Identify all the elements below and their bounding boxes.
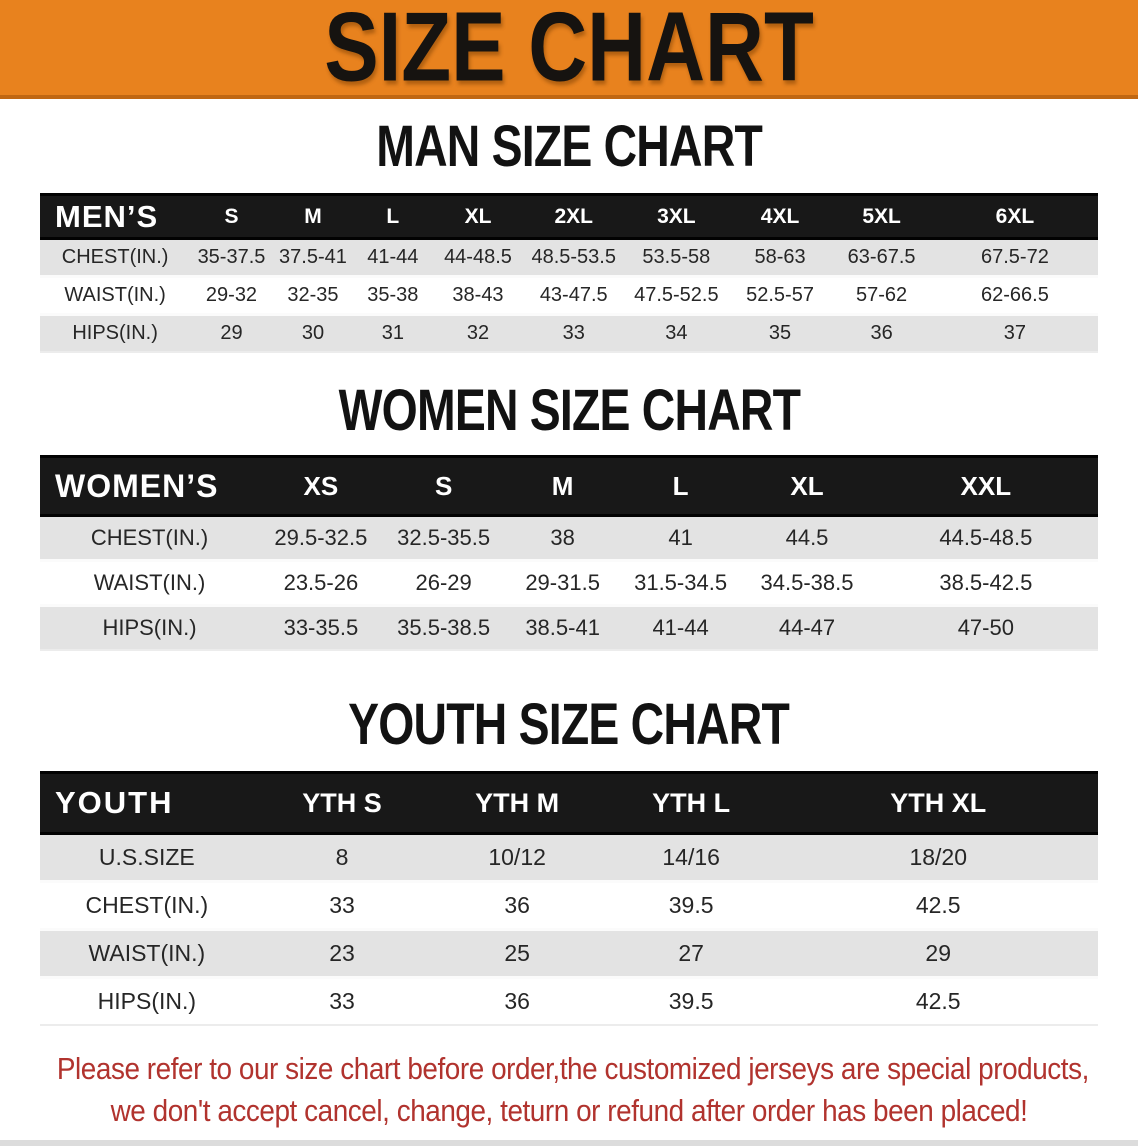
men-table-header-row (40, 195, 1098, 239)
cell: 29 (925, 940, 952, 966)
youth-chest-row (40, 882, 1098, 930)
cell: 29-32 (205, 284, 258, 306)
youth-hips-row (40, 978, 1098, 1026)
cell: 25 (504, 940, 530, 966)
cell: 42.5 (915, 988, 961, 1014)
women-size-table (40, 455, 1098, 651)
cell: 44-47 (778, 615, 836, 640)
row-label: WAIST(IN.) (64, 284, 166, 306)
cell: 43-47.5 (539, 284, 608, 306)
cell: 31.5-34.5 (634, 570, 728, 595)
cell: 38 (550, 525, 575, 550)
women-section-heading-text: WOMEN SIZE CHART (338, 378, 800, 443)
cell: 26-29 (415, 570, 472, 595)
row-label: CHEST(IN.) (90, 525, 209, 550)
cell: 10/12 (488, 844, 546, 870)
women-size-col-s: S (383, 457, 505, 516)
cell: 29-31.5 (525, 570, 600, 595)
cell: 36 (504, 892, 530, 918)
women-chest-row (40, 516, 1098, 561)
cell: 37.5-41 (279, 246, 347, 268)
cell: 35-37.5 (197, 246, 266, 268)
men-size-col-5xl: 5XL (831, 195, 932, 239)
cell: 8 (335, 844, 349, 870)
page-title: SIZE CHART (324, 0, 814, 102)
women-size-col-m: M (504, 457, 620, 516)
cell: 38.5-41 (525, 615, 600, 640)
cell: 39.5 (668, 892, 714, 918)
cell: 48.5-53.5 (531, 246, 616, 268)
men-size-col-l: L (353, 195, 432, 239)
youth-section-heading (0, 692, 1138, 757)
cell: 34.5-38.5 (760, 570, 854, 595)
cell: 32.5-35.5 (397, 525, 491, 550)
cell: 41-44 (367, 246, 419, 268)
youth-size-col-m: YTH M (430, 773, 604, 834)
youth-size-col-l: YTH L (604, 773, 779, 834)
banner (0, 0, 1138, 102)
youth-waist-row (40, 930, 1098, 978)
cell: 37 (1003, 322, 1027, 344)
cell: 47.5-52.5 (634, 284, 719, 306)
cell: 27 (678, 940, 704, 966)
disclaimer-line-2: we don't accept cancel, change, teturn or refund after order has been placed! (110, 1093, 1028, 1128)
cell: 32 (466, 322, 490, 344)
cell: 14/16 (662, 844, 720, 870)
cell: 42.5 (915, 892, 961, 918)
row-label: CHEST(IN.) (61, 246, 169, 268)
cell: 36 (870, 322, 893, 344)
youth-size-col-s: YTH S (254, 773, 431, 834)
cell: 63-67.5 (847, 246, 916, 268)
cell: 34 (665, 322, 688, 344)
cell: 32-35 (287, 284, 339, 306)
cell: 23.5-26 (283, 570, 359, 595)
men-size-col-xl: XL (433, 195, 524, 239)
men-size-col-s: S (190, 195, 273, 239)
men-size-table (40, 193, 1098, 353)
row-label: HIPS(IN.) (97, 988, 197, 1014)
men-size-col-6xl: 6XL (932, 195, 1098, 239)
youth-table-header-row (40, 773, 1098, 834)
women-size-col-l: L (621, 457, 741, 516)
cell: 33 (329, 988, 355, 1014)
men-chest-row (40, 239, 1098, 277)
cell: 44.5 (785, 525, 829, 550)
cell: 33 (562, 322, 585, 344)
cell: 67.5-72 (981, 246, 1049, 268)
cell: 29.5-32.5 (274, 525, 368, 550)
cell: 47-50 (957, 615, 1014, 640)
cell: 31 (381, 322, 404, 344)
women-section-heading (0, 378, 1138, 443)
cell: 36 (504, 988, 530, 1014)
cell: 30 (301, 322, 325, 344)
row-label: WAIST(IN.) (88, 940, 206, 966)
cell: 23 (329, 940, 355, 966)
women-hips-row (40, 606, 1098, 651)
row-label: WAIST(IN.) (93, 570, 206, 595)
cell: 41-44 (652, 615, 709, 640)
cell: 33 (329, 892, 355, 918)
men-section-heading-text: MAN SIZE CHART (376, 114, 762, 179)
women-table-title: WOMEN’S (40, 457, 259, 516)
cell: 18/20 (909, 844, 967, 870)
women-waist-row (40, 561, 1098, 606)
men-hips-row (40, 315, 1098, 353)
row-label: U.S.SIZE (98, 844, 195, 870)
cell: 62-66.5 (981, 284, 1049, 306)
women-size-col-xs: XS (259, 457, 383, 516)
cell: 41 (668, 525, 693, 550)
cell: 29 (220, 322, 243, 344)
cell: 52.5-57 (746, 284, 814, 306)
row-label: HIPS(IN.) (102, 615, 197, 640)
youth-section-heading-text: YOUTH SIZE CHART (348, 692, 790, 757)
cell: 53.5-58 (642, 246, 711, 268)
disclaimer-line-1: Please refer to our size chart before order,the customized jerseys are special products, (56, 1051, 1089, 1086)
cell: 33-35.5 (283, 615, 359, 640)
cell: 44.5-48.5 (939, 525, 1033, 550)
men-size-col-3xl: 3XL (624, 195, 729, 239)
disclaimer (0, 1048, 1138, 1132)
cell: 57-62 (856, 284, 908, 306)
men-size-col-2xl: 2XL (523, 195, 624, 239)
cell: 44-48.5 (444, 246, 512, 268)
men-size-col-4xl: 4XL (729, 195, 832, 239)
women-size-col-xl: XL (740, 457, 873, 516)
row-label: HIPS(IN.) (72, 322, 158, 344)
women-size-col-xxl: XXL (874, 457, 1098, 516)
men-waist-row (40, 277, 1098, 315)
cell: 39.5 (668, 988, 714, 1014)
cell: 35-38 (367, 284, 419, 306)
men-size-col-m: M (273, 195, 353, 239)
bottom-edge-strip (0, 1140, 1138, 1146)
women-table-header-row (40, 457, 1098, 516)
youth-table-title: YOUTH (40, 773, 254, 834)
youth-ussize-row (40, 834, 1098, 882)
youth-size-table (40, 771, 1098, 1026)
cell: 35.5-38.5 (397, 615, 491, 640)
row-label: CHEST(IN.) (85, 892, 209, 918)
cell: 38.5-42.5 (939, 570, 1033, 595)
cell: 35 (768, 322, 792, 344)
youth-size-col-xl: YTH XL (778, 773, 1098, 834)
men-section-heading (0, 114, 1138, 179)
men-table-title: MEN’S (40, 195, 190, 239)
cell: 58-63 (754, 246, 806, 268)
cell: 38-43 (452, 284, 504, 306)
